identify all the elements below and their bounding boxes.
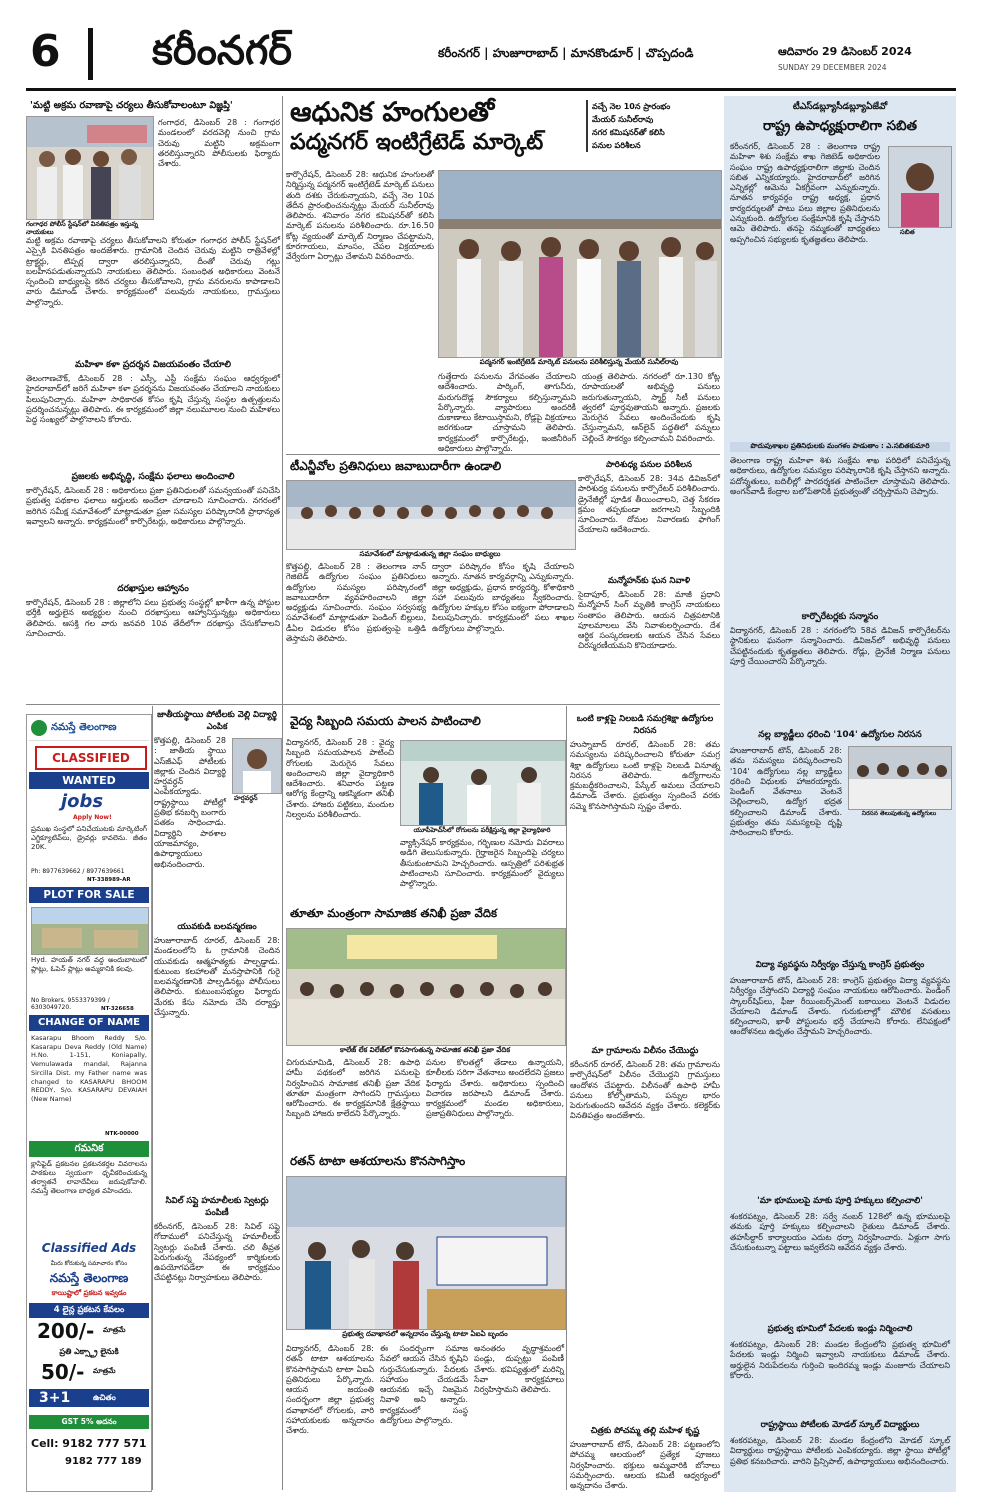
wanted-heading: WANTED (29, 772, 149, 789)
offer-3-1-text: ఉచితం (93, 1393, 116, 1402)
jobs-sub: Apply Now! (73, 814, 112, 821)
cell-number-2: 9182 777 189 (65, 1456, 142, 1467)
sanitation-headline: పారిశుధ్య పనుల పరిశీలన (606, 460, 692, 470)
medical-body-col1: విద్యానగర్, డిసెంబర్ 28 : వైద్య సిబ్బంది సమయపాలన పాటించి రోగులకు మెరుగైన సేవలు అందించాలని జిల్లా వైద్యాధికారి ఆదేశించారు. శనివారం పట్టణ ఆరోగ్య కేంద్రాన్ని ఆకస్మికంగా తనిఖీ చేశారు. హాజరు పట్టికలు, మందుల నిల్వలను పరిశీలించారు. (286, 738, 394, 820)
c4-s1-body-text: కొత్తపల్లి, డిసెంబర్ 28 : జాతీయ స్థాయి ఎస్‌జీఎఫ్ పోటీలకు జిల్లాకు చెందిన విద్యార్థి హర్షవర్ధన్ ఎంపికయ్యాడు. రాష్ట్రస్థాయి పోటీల్లో ప్రతిభ కనబర్చి బంగారు పతకం సాధించాడు. విద్యార్థిని పాఠశాల యాజమాన్యం, ఉపాధ్యాయులు అభినందించారు. (154, 736, 226, 869)
r-s1-body-text-extra (730, 242, 950, 442)
classified-banner: CLASSIFIED (35, 746, 147, 770)
r-s2-body-text: విద్యానగర్, డిసెంబర్ 28 : నగరంలోని 58వ డివిజన్ కార్పొరేటర్‌ను స్థానికులు ఘనంగా సన్మానించారు. డివిజన్‌లో అభివృద్ధి పనులు చేపట్టినందుకు కృతజ్ఞతలు తెలిపారు. రోడ్లు, డ్రైనేజీ నిర్మాణ పనులు పూర్తి చేయించారని పేర్కొన్నారు. (730, 626, 950, 666)
r-s4-headline: విద్యా వ్యవస్థను నిర్వీర్యం చేస్తున్న కాంగ్రెస్ ప్రభుత్వం (755, 960, 925, 970)
r-s3-photo-caption: నిరసన తెలుపుతున్న ఉద్యోగులు (861, 810, 937, 817)
column-5 (570, 710, 720, 1490)
rule-v3 (566, 706, 567, 1490)
ratan-tata-photo-caption: ప్రభుత్వ దవాఖానలో అన్నదానం చేస్తున్న టాటా ఏఐఏ బృందం (342, 1330, 508, 1338)
rule-h1 (26, 704, 720, 705)
column-4 (154, 710, 280, 1490)
r-s5-body-text: శంకరపట్నం, డిసెంబర్ 28: సర్వే నంబర్ 128లో ఉన్న భూములపై తమకు పూర్తి హక్కులు కల్పించాలని రైతులు డిమాండ్ చేశారు. తహసీల్దార్ కార్యాలయం ఎదుట ధర్నా నిర్వహించారు. ఏళ్లుగా సాగు చేసుకుంటున్నా పట్టాలు ఇవ్వలేదని ఆవేదన వ్యక్తం చేశారు. (730, 1212, 950, 1252)
medical-story (286, 710, 564, 900)
wanted-text: ప్రముఖ సంస్థలో పనిచేయుటకు మార్కెటింగ్ ఎగ్జిక్యూటివ్‌లు, డ్రైవర్లు కావలెను. జీతం 20K. (31, 825, 147, 851)
change-heading: CHANGE OF NAME (29, 1015, 149, 1031)
s4-body-text: కార్పొరేషన్, డిసెంబర్ 28 : జిల్లాలోని పలు ప్రభుత్వ సంస్థల్లో ఖాళీగా ఉన్న పోస్టుల భర్తీకి అర్హులైన అభ్యర్థుల నుంచి దరఖాస్తులు ఆహ్వానిస్తున్నట్లు అధికారులు తెలిపారు. ఆసక్తి గల వారు జనవరి 10వ తేదీలోగా దరఖాస్తు చేసుకోవాలని సూచించారు. (26, 598, 280, 638)
rule-v1 (282, 96, 283, 1490)
s3-headline: ప్రజలకు అభివృద్ధి, సంక్షేమ ఫలాలు అందించాలి (71, 472, 235, 482)
plot-code: NT-326658 (101, 1006, 134, 1012)
c4-s1-photo-caption: హర్షవర్ధన్ (234, 794, 258, 802)
a1-headline: 'మట్టి అక్రమ రవాణాపై చర్యలు తీసుకోవాలంటూ విజ్ఞప్తి' (30, 100, 233, 111)
social-audit-photo-image (287, 929, 565, 1045)
wanted-phone: Ph: 8977639662 / 8977639661 (31, 868, 125, 875)
manmohan-body-text: సైదాపూర్, డిసెంబర్ 28: మాజీ ప్రధాని మన్మోహన్ సింగ్ మృతికి కాంగ్రెస్ నాయకులు సంతాపం తెలిపారు. ఆయన చిత్రపటానికి పూలమాలలు వేసి నివాళులర్పించారు. దేశ ఆర్థిక సంస్కరణలకు ఆయన చేసిన సేవలు చిరస్మరణీయమని కొనియాడారు. (578, 590, 720, 651)
lead-body-col2: గుత్తేదారు పనులను వేగవంతం చేయాలని ఆదేశించారు. పార్కింగ్, తాగునీరు, మరుగుదొడ్ల సౌకర్యాలు కల్పిస్తున్నామని పేర్కొన్నారు. వ్యాపారులు అందరికీ దుకాణాలు కేటాయిస్తామని, రోడ్లపై విక్రయాలు జరగకుండా చూస్తామని తెలిపారు. కార్యక్రమంలో కార్పొరేటర్లు, ఇంజినీరింగ్ అధికారులు పాల్గొన్నారు. (438, 372, 576, 454)
r-s7-headline: రాష్ట్రస్థాయి పోటీలకు మోడల్ స్కూల్ విద్యార్థులు (760, 1420, 920, 1430)
cell-number: Cell: 9182 777 571 (31, 1437, 147, 1450)
c4-s2-body-text: హుజూరాబాద్ రూరల్, డిసెంబర్ 28: మండలంలోని ఓ గ్రామానికి చెందిన యువకుడు ఆత్మహత్యకు పాల్పడ్డాడు. కుటుంబ కలహాలతో మనస్తాపానికి గురై బలవన్మరణానికి పాల్పడినట్లు పోలీసులు తెలిపారు. కుటుంబసభ్యుల ఫిర్యాదు మేరకు కేసు నమోదు చేసి దర్యాప్తు చేస్తున్నారు. (154, 936, 280, 1018)
change-code: NTK-00000 (105, 1131, 139, 1137)
medical-photo (400, 740, 566, 826)
a1-lead-text: గంగాధర, డిసెంబర్ 28 : గంగాధర మండలంలో వరదవెల్లి నుంచి గ్రామ చెరువు మట్టిని అక్రమంగా తరలిస్తున్నారని పోలీసులకు ఫిర్యాదు చేశారు. (158, 118, 280, 169)
r-s2-headline: కార్పొరేటర్లకు సన్మానం (801, 612, 879, 622)
r-s3-body-text-2 (730, 844, 950, 944)
ads-brand: నమస్తే తెలంగాణ (49, 1271, 129, 1285)
c4-s2-headline: యువకుడి బలవన్మరణం (177, 922, 257, 932)
r-s5-headline: 'మా భూములపై మాకు పూర్తి హక్కులు కల్పించాలి' (757, 1196, 923, 1206)
price-200-unit: మాత్రమే (103, 1326, 126, 1334)
masthead-rule (26, 88, 956, 91)
masthead-date: ఆదివారం 29 డిసెంబర్ 2024 (778, 45, 912, 58)
r-s7-body-text: శంకరపట్నం, డిసెంబర్ 28: మండల కేంద్రంలోని మోడల్ స్కూల్ విద్యార్థులు రాష్ట్రస్థాయి పోటీలకు ఎంపికయ్యారు. జిల్లా స్థాయి పోటీల్లో ప్రతిభ కనబరిచారు. వారిని ప్రిన్సిపాల్, ఉపాధ్యాయులు అభినందించారు. (730, 1436, 950, 1466)
lead-photo (438, 170, 722, 358)
rule-v2 (152, 706, 153, 1490)
tngo-photo-caption: సమావేశంలో మాట్లాడుతున్న జిల్లా సంఘం బాధ్యులు (359, 550, 501, 558)
c5-s2-headline: మా గ్రామాలను విలీనం చేయొద్దు (591, 1046, 699, 1056)
change-text: Kasarapu Bhoom Reddy S/o. Kasarapu Deva Reddy (Old Name) H.No. 1-151, Koniapally, Vemulawada mandal, Rajanna Sircilla Dist. my Father name was changed to KASARAPU BHOOM REDDY, S/o. KASARAPU DEVAIAH (New Name) (31, 1034, 147, 1103)
student-photo-image (233, 739, 281, 793)
sabitha-photo-image (889, 147, 951, 227)
price-50: 50/- (41, 1360, 85, 1384)
lead-story (286, 96, 720, 466)
s2-headline: మహిళా కళా ప్రదర్శన విజయవంతం చేయాలి (75, 360, 231, 370)
ads-logo: Classified Ads (41, 1241, 137, 1255)
r-s1-headline: రాష్ట్ర ఉపాధ్యక్షురాలిగా సబిత (762, 118, 918, 134)
protest-photo-image (849, 747, 951, 809)
ratan-tata-body-col1: విద్యానగర్, డిసెంబర్ 28: రతన్ టాటా ఆశయాలను కొనసాగిస్తామని టాటా ఏఐఏ ప్రతినిధులు పేర్కొన్నారు. ఆయన జయంతి సందర్భంగా జిల్లా ప్రభుత్వ దవాఖానలో రోగులకు, వారి సహాయకులకు అన్నదానం చేశారు. (286, 1344, 374, 1436)
extra-line: ప్రతి ఎక్స్ట్రా లైనుకి (59, 1347, 119, 1356)
note-text: క్లాసిఫైడ్ ప్రకటనల ప్రకటనకర్తల వివరాలను పాఠకులు స్వయంగా ధృవీకరించుకున్న తర్వాతనే లావాదేవీలు జరుపుకోవాలి. నమస్తే తెలంగాణ బాధ్యత వహించదు. (31, 1160, 147, 1195)
price-50-unit: మాత్రమే (93, 1367, 116, 1375)
c5-s1-headline: ఒంటి కాళ్లపై నిలబడి సమగ్రశిక్షా ఉద్యోగుల నిరసన (576, 714, 714, 736)
ratan-tata-story (286, 1150, 564, 1490)
masthead (0, 0, 981, 92)
s2-body-text: తెలంగాణచౌక్, డిసెంబర్ 28 : ఎస్సీ, ఎస్టీ సంక్షేమ సంఘం ఆధ్వర్యంలో హైదరాబాద్‌లో జరిగే మహిళా కళా ప్రదర్శనను విజయవంతం చేయాలని నాయకులు పిలుపునిచ్చారు. మహిళా సాధికారత కోసం కృషి చేస్తున్న సంస్థల ఉత్పత్తులను ప్రదర్శించనున్నట్లు తెలిపారు. ఈ కార్యక్రమంలో జిల్లా నలుమూలల నుంచి మహిళలు పెద్ద సంఖ్యలో పాల్గొనాలని కోరారు. (26, 374, 280, 425)
r-s1-tag: పొదుపుశాఖల ప్రతినిధులకు మంగళం పాడుతాం : ఎ.సబితకుమారి (730, 442, 950, 452)
lead-body-col1: కార్పొరేషన్, డిసెంబర్ 28: ఆధునిక హంగులతో నిర్మిస్తున్న పద్మనగర్ ఇంటిగ్రేటెడ్ మార్కెట్ పనులు తుది దశకు చేరుకున్నాయని, వచ్చే నెల 10వ తేదీన ప్రారంభించనున్నట్లు మేయర్ సునీల్‌రావు తెలిపారు. శనివారం నగర కమిషనర్‌తో కలిసి మార్కెట్ పనులను పరిశీలించారు. రూ.16.50 కోట్ల వ్యయంతో మార్కెట్ నిర్మాణం చేపట్టామని, కూరగాయలు, మాంసం, చేపల విక్రయాలకు వేర్వేరుగా ఏర్పాట్లు చేశామని వివరించారు. (286, 170, 434, 262)
price-200: 200/- (37, 1319, 95, 1343)
r-s6-body-text: శంకరపట్నం, డిసెంబర్ 28: మండల కేంద్రంలోని ప్రభుత్వ భూమిలో పేదలకు ఇండ్లు నిర్మించి ఇవ్వాలని నాయకులు డిమాండ్ చేశారు. అర్హులైన నిరుపేదలను గుర్తించి ఇందిరమ్మ ఇండ్లు మంజూరు చేయాలని కోరారు. (730, 1340, 950, 1380)
lead-photo-image (439, 171, 721, 357)
social-audit-photo (286, 928, 566, 1046)
c5-s2-body-text: కరీంనగర్ రూరల్, డిసెంబర్ 28: తమ గ్రామాలను కార్పొరేషన్‌లో విలీనం చేయొద్దని గ్రామస్తులు ఆందోళన చేపట్టారు. విలీనంతో ఉపాధి హామీ పనులు కోల్పోతామని, పన్నుల భారం పెరుగుతుందని ఆవేదన వ్యక్తం చేశారు. కలెక్టర్‌కు వినతిపత్రం అందజేశారు. (570, 1060, 720, 1121)
right-column (724, 96, 956, 1492)
c4-s1-photo (232, 738, 282, 794)
social-audit-story (286, 902, 564, 1148)
social-audit-body-col2: పనుల కొలతల్లో తేడాలు ఉన్నాయని, కూలీలకు సరిగా వేతనాలు అందలేదని ప్రజలు ఫిర్యాదు చేశారు. అధికారులు స్పందించి విచారణ జరపాలని డిమాండ్ చేశారు. కార్యక్రమంలో మండల అధికారులు, ప్రజాప్రతినిధులు పాల్గొన్నారు. (426, 1058, 564, 1119)
c4-s3-headline: సివిల్ సప్లై హమాలీలకు స్వెటర్లు పంపిణీ (165, 1196, 269, 1218)
social-audit-headline: తూతూ మంత్రంగా సామాజిక తనిఖీ ప్రజా వేదిక (290, 906, 497, 920)
tngo-photo-image (287, 481, 575, 549)
offer-3-1: 3+1 (39, 1390, 71, 1406)
rule-h2 (286, 454, 720, 455)
plot-heading: PLOT FOR SALE (29, 887, 149, 903)
lead-bullets (586, 100, 718, 152)
tngo-headline: టీఎన్జీవోల ప్రతినిధులు జవాబుదారీగా ఉండాలి (290, 459, 502, 473)
masthead-title: కరీంనగర్ (152, 28, 292, 74)
lead-bullet: పనుల పరిశీలన (586, 139, 718, 152)
note-heading: గమనిక (29, 1141, 149, 1157)
r-s4-body-text: హుజూరాబాద్ టౌన్, డిసెంబర్ 28: కాంగ్రెస్ ప్రభుత్వం విద్యా వ్యవస్థను నిర్వీర్యం చేస్తోందని విద్యార్థి సంఘం నాయకులు ఆరోపించారు. పెండింగ్ స్కాలర్‌షిప్‌లు, ఫీజు రీయింబర్స్‌మెంట్ బకాయిలు వెంటనే విడుదల చేయాలని డిమాండ్ చేశారు. గురుకులాల్లో మౌలిక వసతులు కల్పించాలని, ఖాళీ పోస్టులను భర్తీ చేయాలని కోరారు. లేనిపక్షంలో ఆందోళనలు ఉధృతం చేస్తామని హెచ్చరించారు. (730, 976, 950, 1037)
c5-s3-headline: చిత్రకు పోచమ్మ తల్లి మహిళ కృష్ణ (590, 1426, 700, 1436)
ratan-tata-body-col3: అనంతరం వృద్ధాశ్రమంలో పండ్లు, దుప్పట్లు పంపిణీ చేశారు. భవిష్యత్తులో మరిన్ని సేవా కార్యక్రమాలు నిర్వహిస్తామని తెలిపారు. (474, 1344, 564, 1395)
manmohan-headline: మన్మోహన్‌కు ఘన నివాళి (607, 576, 691, 586)
page-number: 6 (30, 26, 61, 77)
medical-headline: వైద్య సిబ్బంది సమయ పాలన పాటించాలి (290, 714, 481, 728)
masthead-date-english: SUNDAY 29 DECEMBER 2024 (778, 63, 887, 72)
plot-note: No Brokers. 9553379399 / 6303049720. (31, 997, 110, 1011)
lead-bullet: మేయర్ సునీల్‌రావు (586, 113, 718, 126)
c4-s1-body-extra (154, 802, 280, 804)
left-column (26, 96, 280, 692)
offer-band (29, 1389, 149, 1407)
ratan-tata-photo-image (287, 1177, 565, 1329)
lead-headline-line2: పద్మనగర్ ఇంటిగ్రేటెడ్ మార్కెట్ (290, 130, 544, 155)
lead-bullet: నగర కమిషనర్‌తో కలిసి (586, 126, 718, 139)
ratan-tata-photo (286, 1176, 566, 1330)
tngo-photo (286, 480, 576, 550)
classified-brand (29, 718, 149, 741)
sanitation-body-text: కార్పొరేషన్, డిసెంబర్ 28: 34వ డివిజన్‌లో పారిశుధ్య పనులను కార్పొరేటర్ పరిశీలించారు. డ్రైనేజీల్లో పూడిక తీయించాలని, చెత్త సేకరణ క్రమం తప్పకుండా జరగాలని సిబ్బందికి సూచించారు. దోమల నివారణకు ఫాగింగ్ చేయాలని ఆదేశించారు. (578, 474, 720, 535)
r-s3-headline: నల్ల బ్యాడ్జీలు ధరించి '104' ఉద్యోగుల నిరసన (758, 730, 922, 740)
tngo-body-col1: కొత్తపల్లి, డిసెంబర్ 28 : తెలంగాణ నాన్ గెజిటెడ్ ఉద్యోగుల సంఘం ప్రతినిధులు ఉద్యోగుల సమస్యల పరిష్కారంలో జవాబుదారీగా వ్యవహరించాలని జిల్లా అధ్యక్షుడు సూచించారు. సంఘం సర్వసభ్య సమావేశంలో మాట్లాడుతూ పెండింగ్ బిల్లులు, డీఏల విడుదల కోసం ప్రభుత్వంపై ఒత్తిడి తెస్తామని తెలిపారు. (286, 562, 426, 644)
lead-headline-line1: ఆధునిక హంగులతో (290, 97, 495, 128)
r-s1-kicker: టీఎస్‌డబ్ల్యూసీడబ్ల్యూఏజేవో (792, 102, 888, 112)
ratan-tata-headline: రతన్ టాటా ఆశయాలను కొనసాగిస్తాం (290, 1154, 466, 1168)
c4-s3-body-text: కరీంనగర్, డిసెంబర్ 28: సివిల్ సప్లై గోదాములో పనిచేస్తున్న హమాలీలకు స్వెటర్లు పంపిణీ చేశారు. చలి తీవ్రత పెరుగుతున్న నేపథ్యంలో కార్మికులకు ఉపయోగపడేలా ఈ కార్యక్రమం చేపట్టినట్లు నిర్వాహకులు తెలిపారు. (154, 1222, 280, 1283)
c5-s3-body-text: హుజూరాబాద్ టౌన్, డిసెంబర్ 28: పట్టణంలోని పోచమ్మ ఆలయంలో ప్రత్యేక పూజలు నిర్వహించారు. భక్తులు అమ్మవారికి బోనాలు సమర్పించారు. ఆలయ కమిటీ ఆధ్వర్యంలో అన్నదానం చేశారు. (570, 1440, 720, 1491)
masthead-divider (88, 28, 93, 80)
c5-s1-body-text: హుస్నాబాద్ రూరల్, డిసెంబర్ 28: తమ సమస్యలను పరిష్కరించాలని కోరుతూ సమగ్ర శిక్షా ఉద్యోగులు ఒంటి కాళ్లపై నిలబడి వినూత్న నిరసన తెలిపారు. ఉద్యోగాలను క్రమబద్ధీకరించాలని, పేస్కేల్ అమలు చేయాలని డిమాండ్ చేశారు. ప్రభుత్వం స్పందించే వరకు సమ్మె కొనసాగిస్తామని స్పష్టం చేశారు. (570, 740, 720, 811)
r-s1-body-text: కరీంనగర్, డిసెంబర్ 28 : తెలంగాణ రాష్ట్ర మహిళా శిశు సంక్షేమ శాఖ గెజిటెడ్ అధికారుల సంఘం రాష్ట్ర ఉపాధ్యక్షురాలిగా జిల్లాకు చెందిన సబిత ఎన్నికయ్యారు. హైదరాబాద్‌లో జరిగిన ఎన్నికల్లో ఆమెను ఏకగ్రీవంగా ఎన్నుకున్నారు. నూతన కార్యవర్గం రాష్ట్ర అధ్యక్ష, ప్రధాన కార్యదర్శులతో పాటు పలు జిల్లాల ప్రతినిధులను ఎన్నుకుంది. ఉద్యోగుల సంక్షేమానికి కృషి చేస్తానని ఆమె తెలిపారు. తనపై నమ్మకంతో బాధ్యతలు అప్పగించిన సభ్యులకు కృతజ్ఞతలు తెలిపారు. (730, 142, 880, 244)
r-s3-photo (848, 746, 952, 810)
plot-text: Hyd. హయత్ నగర్ వద్ద అందుబాటులో ప్లాట్లు, ఓపెన్ ప్లాట్లు అమ్మకానికి కలవు. (31, 956, 147, 973)
lead-body-col1b (286, 360, 434, 464)
lead-photo-caption: పద్మనగర్ ఇంటిగ్రేటెడ్ మార్కెట్ పనులను పరిశీలిస్తున్న మేయర్ సునీల్‌రావు (479, 358, 679, 366)
gst-note: GST 5% అదనం (29, 1415, 149, 1429)
tngo-body-col2: ద్వారా పరిష్కారం కోసం కృషి చేయాలని అన్నారు. నూతన కార్యవర్గాన్ని ఎన్నుకున్నారు. జిల్లా అధ్యక్షుడు, ప్రధాన కార్యదర్శి, కోశాధికారి సహా పలువురు బాధ్యతలు స్వీకరించారు. ఉద్యోగుల హక్కుల కోసం ఐక్యంగా పోరాడాలని పిలుపునిచ్చారు. కార్యక్రమంలో పలు శాఖల ఉద్యోగులు పాల్గొన్నారు. (432, 562, 574, 633)
lead-body-col3: యంత్ర తెలిపారు. నగరంలో రూ.130 కోట్ల రూపాయలతో అభివృద్ధి పనులు జరుగుతున్నాయని, స్మార్ట్ సిటీ పనులు త్వరలో పూర్తవుతాయని అన్నారు. ప్రజలకు మెరుగైన సేవలు అందించేందుకు కృషి చేస్తున్నామని, ఆన్‌లైన్ పద్ధతిలో పన్నులు చెల్లించే సౌకర్యం కల్పించామని వివరించారు. (582, 372, 720, 443)
ads-tag: మీరు కోరుకున్న సమాచారం కోసం (50, 1260, 128, 1267)
r-s1-photo (888, 146, 952, 228)
plot-photo (31, 907, 149, 955)
ads-offer: కాయిష్టాలో ప్రకటన ఇవ్వడం (51, 1289, 127, 1297)
brand-logo-icon (31, 720, 47, 736)
s3-body-text: కార్పొరేషన్, డిసెంబర్ 28 : అధికారులు ప్రజా ప్రతినిధులతో సమన్వయంతో పనిచేసి ప్రభుత్వ పథకాల ఫలాలు అర్హులకు అందేలా చూడాలని సూచించారు. నగరంలో జరిగిన సమీక్ష సమావేశంలో మాట్లాడుతూ ప్రజా సమస్యల పరిష్కారానికి ప్రాధాన్యత ఇవ్వాలని అన్నారు. కార్యక్రమంలో కార్పొరేటర్లు, అధికారులు పాల్గొన్నారు. (26, 486, 280, 526)
classified-ad (26, 714, 152, 1492)
brand-name: నమస్తే తెలంగాణ (51, 722, 117, 733)
r-s3-body-text: హుజూరాబాద్ టౌన్, డిసెంబర్ 28: తమ సమస్యలు పరిష్కరించాలని '104' ఉద్యోగులు నల్ల బ్యాడ్జీలు ధరించి విధులకు హాజరయ్యారు. పెండింగ్ వేతనాలు వెంటనే చెల్లించాలని, ఉద్యోగ భద్రత కల్పించాలని డిమాండ్ చేశారు. ప్రభుత్వం తమ సమస్యలపై దృష్టి సారించాలని కోరారు. (730, 746, 842, 838)
plot-photo-image (32, 908, 148, 954)
a1-photo-caption: గంగాధర పోలీస్ స్టేషన్‌లో వినతిపత్రం ఇస్తున్న నాయకులు (26, 220, 138, 236)
s4-headline: దరఖాస్తుల ఆహ్వానం (117, 584, 189, 594)
masthead-towns: కరీంనగర్ | హుజూరాబాద్ | మానకొండూర్ | చొప్పదండి (438, 46, 694, 60)
a1-photo (26, 116, 154, 220)
a1-photo-image (27, 117, 153, 219)
medical-photo-image (401, 741, 565, 825)
social-audit-photo-caption: కాలేజ్ లేక విలేజ్‌లో కొనసాగుతున్న సామాజిక తనిఖీ ప్రజా వేదిక (340, 1046, 510, 1054)
wanted-code: NT-338989-AR (87, 877, 131, 883)
r-s1-body2: తెలంగాణ రాష్ట్ర మహిళా శిశు సంక్షేమ శాఖ పరిధిలో పనిచేస్తున్న అధికారులు, ఉద్యోగుల సమస్యల పరిష్కారానికి కృషి చేస్తానని అన్నారు. పదోన్నతులు, బదిలీల్లో పారదర్శకత పాటించేలా చూస్తామని తెలిపారు. అంగన్‌వాడీ కేంద్రాల బలోపేతానికి ప్రభుత్వంతో చర్చిస్తామని చెప్పారు. (730, 456, 950, 496)
medical-body-col2: వ్యాక్సినేషన్ కార్యక్రమం, గర్భిణుల నమోదు వివరాలు అడిగి తెలుసుకున్నారు. గైర్హాజరైన సిబ్బందిపై చర్యలు తీసుకుంటామని హెచ్చరించారు. ఆస్పత్రిలో పరిశుభ్రత పాటించాలని సూచించారు. కార్యక్రమంలో వైద్యులు పాల్గొన్నారు. (400, 838, 564, 889)
lines-4-band: 4 లైన్ల ప్రకటన కేవలం (29, 1303, 149, 1318)
ratan-tata-body-col2: ఈ సందర్భంగా సమాజ సేవలో ఆయన చేసిన కృషిని గుర్తుచేసుకున్నారు. పేదలకు సహాయం చేయడమే ఆయనకు ఇచ్చే నిజమైన నివాళి అని అన్నారు. కార్యక్రమంలో సంస్థ ఉద్యోగులు పాల్గొన్నారు. (380, 1344, 468, 1426)
lead-bullet: వచ్చే నెల 10న ప్రారంభం (586, 100, 718, 113)
medical-photo-caption: యూపీహెచ్‌సీలో రోగులను పరీక్షిస్తున్న జిల్లా వైద్యాధికారి (413, 826, 551, 834)
r-s1-photo-caption: సబిత (900, 228, 915, 236)
social-audit-body-col1: చిగురుమామిడి, డిసెంబర్ 28: ఉపాధి హామీ పథకంలో జరిగిన పనులపై నిర్వహించిన సామాజిక తనిఖీ ప్రజా వేదిక తూతూ మంత్రంగా సాగిందని గ్రామస్తులు ఆరోపించారు. ఈ కార్యక్రమానికి క్షేత్రస్థాయి సిబ్బంది హాజరు కాలేదని పేర్కొన్నారు. (286, 1058, 420, 1119)
r-s6-headline: ప్రభుత్వ భూమిలో పేదలకు ఇండ్లు నిర్మించాలి (767, 1324, 913, 1334)
tngo-story (286, 456, 574, 690)
c4-s1-headline: జాతీయస్థాయి పోటీలకు వెల్లి విద్యార్థి ఎంపిక (157, 710, 277, 732)
a1-body-text: మట్టి అక్రమ రవాణాపై చర్యలు తీసుకోవాలని కోరుతూ గంగాధర పోలీస్ స్టేషన్‌లో ఎస్సైకి వినతిపత్రం అందజేశారు. గ్రామానికి చెందిన చెరువు మట్టిని రాత్రివేళల్లో ట్రాక్టర్లు, టిప్పర్ల ద్వారా తరలిస్తున్నారని, దీంతో చెరువు గట్లు బలహీనపడుతున్నాయని నాయకులు తెలిపారు. సంబంధిత అధికారులు వెంటనే స్పందించి బాధ్యులపై కఠిన చర్యలు తీసుకోవాలని, గ్రామ వనరులను కాపాడాలని వారు డిమాండ్ చేశారు. కార్యక్రమంలో పలువురు నాయకులు, గ్రామస్తులు పాల్గొన్నారు. (26, 236, 280, 307)
col-mid-right (578, 456, 720, 692)
jobs-logo: jobs (61, 791, 104, 812)
